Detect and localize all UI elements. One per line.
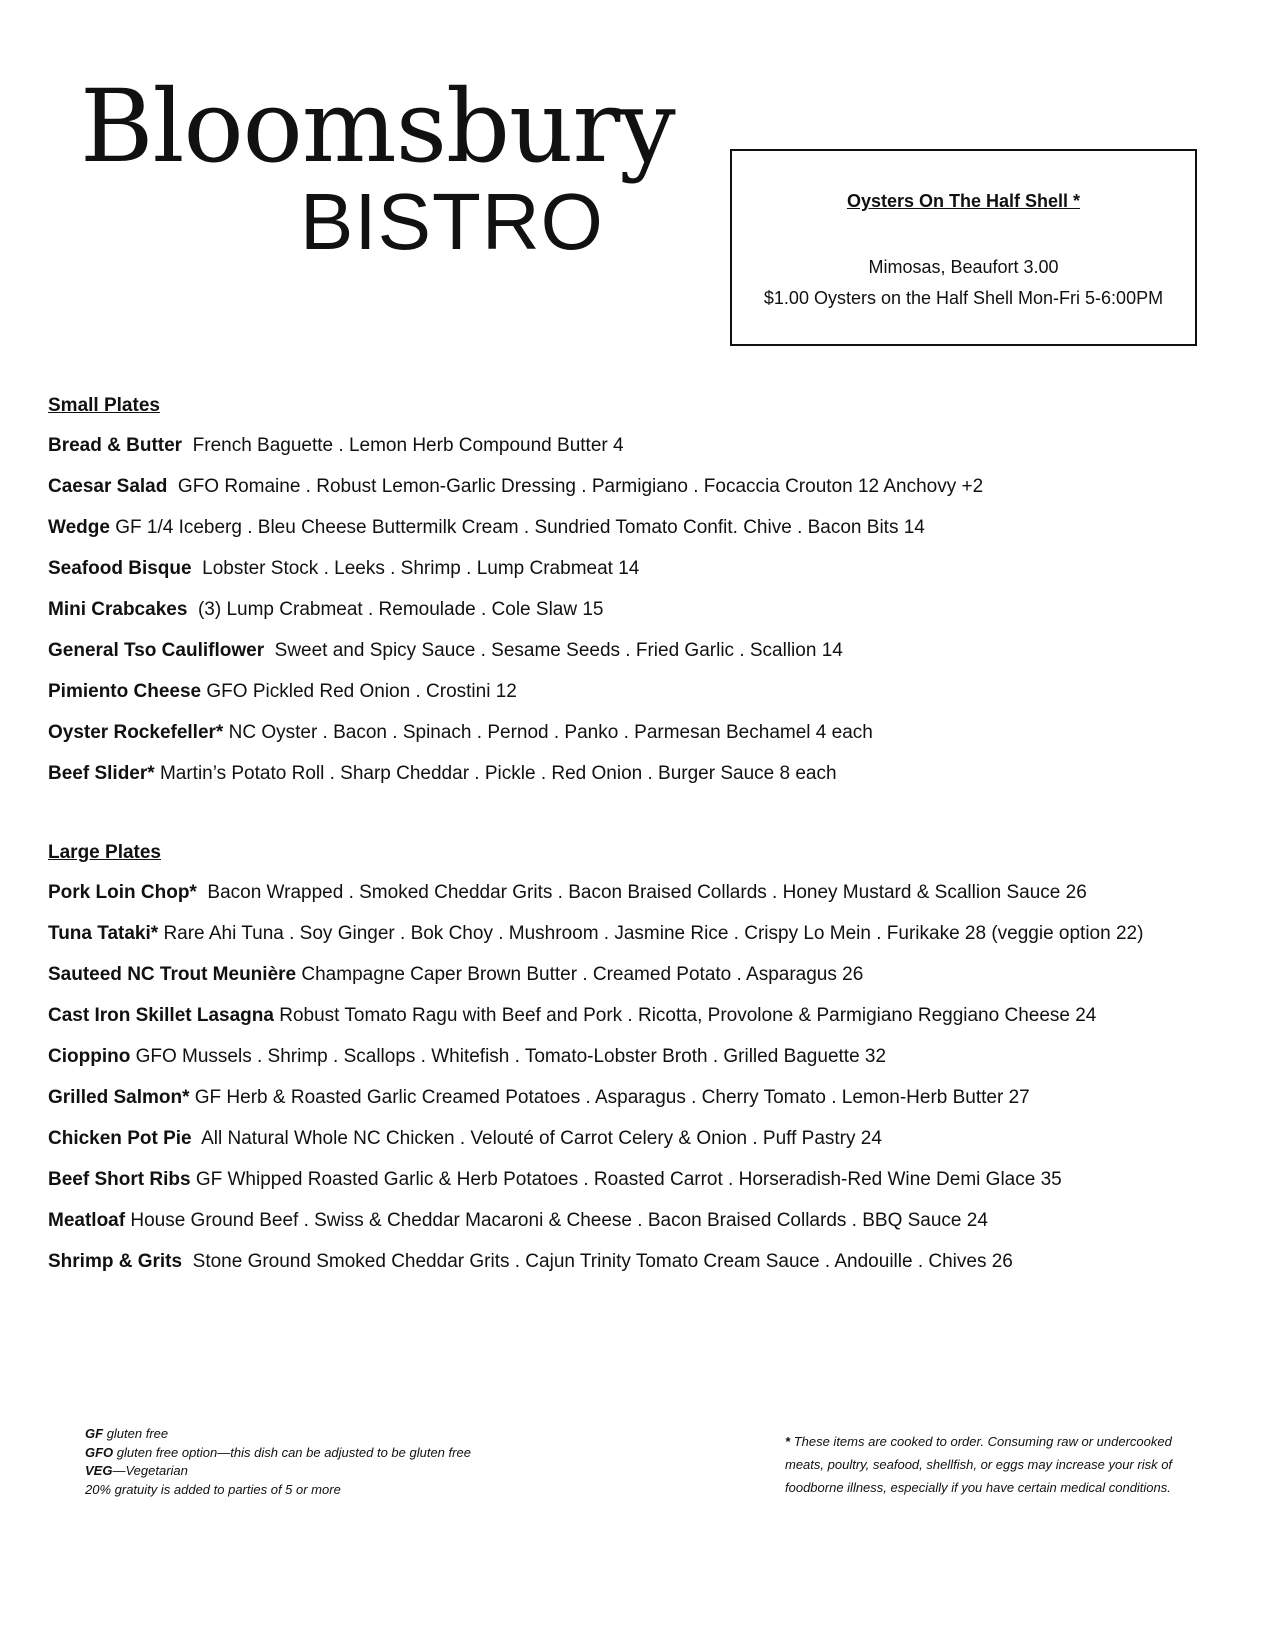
item-name: Cast Iron Skillet Lasagna xyxy=(48,1005,274,1026)
legend-label: GFO xyxy=(85,1444,114,1460)
section-title: Small Plates xyxy=(48,395,160,416)
item-name: Seafood Bisque xyxy=(48,558,192,579)
logo-script-text: Bloomsbury xyxy=(80,68,675,185)
menu-item xyxy=(48,1127,1228,1151)
menu-item xyxy=(48,721,1228,745)
item-desc: Sweet and Spicy Sauce . Sesame Seeds . Fried Garlic . Scallion 14 xyxy=(274,640,843,661)
large-plates-section xyxy=(48,841,1228,1274)
bistro-logo xyxy=(80,68,680,266)
item-desc: Robust Tomato Ragu with Beef and Pork . Ricotta, Provolone & Parmigiano Reggiano Cheese 24 xyxy=(279,1005,1097,1026)
dietary-legend xyxy=(85,1425,471,1499)
section-title: Large Plates xyxy=(48,842,161,863)
item-name: General Tso Cauliflower xyxy=(48,640,265,661)
menu-item xyxy=(48,762,1228,786)
small-plates-section xyxy=(48,394,1228,786)
promo-box xyxy=(730,149,1197,346)
item-desc: Lobster Stock . Leeks . Shrimp . Lump Crabmeat 14 xyxy=(202,558,640,579)
menu-item xyxy=(48,680,1228,704)
logo-sub-text: BISTRO xyxy=(300,177,604,266)
item-desc: Rare Ahi Tuna . Soy Ginger . Bok Choy . Mushroom . Jasmine Rice . Crispy Lo Mein . Furikake 28 (veggie option 22) xyxy=(163,923,1144,944)
item-name: Sauteed NC Trout Meunière xyxy=(48,964,297,985)
item-desc: Bacon Wrapped . Smoked Cheddar Grits . Bacon Braised Collards . Honey Mustard & Scallion Sauce 26 xyxy=(207,882,1087,903)
menu-item xyxy=(48,557,1228,581)
item-desc: Champagne Caper Brown Butter . Creamed Potato . Asparagus 26 xyxy=(301,964,864,985)
item-desc: Martin’s Potato Roll . Sharp Cheddar . Pickle . Red Onion . Burger Sauce 8 each xyxy=(159,763,837,784)
menu-item xyxy=(48,1209,1228,1233)
item-name: Cioppino xyxy=(48,1046,131,1067)
item-name: Grilled Salmon* xyxy=(48,1087,190,1108)
legend-gf xyxy=(85,1425,471,1444)
item-name: Shrimp & Grits xyxy=(48,1251,183,1272)
legend-label: GF xyxy=(85,1426,104,1441)
food-safety-warning xyxy=(785,1430,1205,1499)
menu-item xyxy=(48,434,1228,458)
item-name: Beef Slider* xyxy=(48,763,155,784)
legend-text: gluten free xyxy=(106,1426,169,1441)
item-name: Tuna Tataki* xyxy=(48,923,159,944)
item-name: Oyster Rockefeller* xyxy=(48,722,224,743)
item-desc: GFO Pickled Red Onion . Crostini 12 xyxy=(206,681,517,702)
promo-line-oysters: $1.00 Oysters on the Half Shell Mon-Fri 5-6:00PM xyxy=(763,288,1164,308)
promo-line-mimosas: Mimosas, Beaufort 3.00 xyxy=(868,257,1059,277)
item-name: Meatloaf xyxy=(48,1210,126,1231)
menu-item xyxy=(48,922,1228,946)
menu-item xyxy=(48,1250,1228,1274)
item-desc: Stone Ground Smoked Cheddar Grits . Cajun Trinity Tomato Cream Sauce . Andouille . Chives 26 xyxy=(192,1251,1013,1272)
item-desc: NC Oyster . Bacon . Spinach . Pernod . Panko . Parmesan Bechamel 4 each xyxy=(228,722,873,743)
item-desc: House Ground Beef . Swiss & Cheddar Macaroni & Cheese . Bacon Braised Collards . BBQ Sauce 24 xyxy=(130,1210,988,1231)
warning-text: These items are cooked to order. Consuming raw or undercooked meats, poultry, seafood, shellfish, or eggs may increase your risk of foodborne illness, especially if you have certain medical conditions. xyxy=(785,1434,1173,1495)
legend-text: gluten free option—this dish can be adjusted to be gluten free xyxy=(116,1444,471,1460)
menu-item xyxy=(48,516,1228,540)
menu-item xyxy=(48,639,1228,663)
gratuity-note: 20% gratuity is added to parties of 5 or more xyxy=(85,1481,341,1497)
menu-item xyxy=(48,475,1228,499)
menu-item xyxy=(48,881,1228,905)
item-desc: French Baguette . Lemon Herb Compound Butter 4 xyxy=(192,435,624,456)
item-desc: GF Whipped Roasted Garlic & Herb Potatoes . Roasted Carrot . Horseradish-Red Wine Demi Glace 35 xyxy=(195,1169,1062,1190)
legend-text: —Vegetarian xyxy=(112,1463,188,1478)
item-name: Bread & Butter xyxy=(48,435,183,456)
item-name: Mini Crabcakes xyxy=(48,599,188,620)
item-desc: (3) Lump Crabmeat . Remoulade . Cole Slaw 15 xyxy=(197,599,604,620)
legend-veg xyxy=(85,1462,471,1481)
menu-item xyxy=(48,1168,1228,1192)
item-desc: All Natural Whole NC Chicken . Velouté of Carrot Celery & Onion . Puff Pastry 24 xyxy=(201,1128,882,1149)
promo-title: Oysters On The Half Shell * xyxy=(846,191,1081,211)
item-desc: GFO Romaine . Robust Lemon-Garlic Dressing . Parmigiano . Focaccia Crouton 12 Anchovy +2 xyxy=(177,476,984,497)
item-desc: GF Herb & Roasted Garlic Creamed Potatoes . Asparagus . Cherry Tomato . Lemon-Herb Butter 27 xyxy=(194,1087,1030,1108)
item-desc: GF 1/4 Iceberg . Bleu Cheese Buttermilk Cream . Sundried Tomato Confit. Chive . Bacon Bits 14 xyxy=(115,517,925,538)
item-desc: GFO Mussels . Shrimp . Scallops . Whitefish . Tomato-Lobster Broth . Grilled Baguette 32 xyxy=(135,1046,887,1067)
menu-item xyxy=(48,1086,1228,1110)
item-name: Caesar Salad xyxy=(48,476,168,497)
menu-item xyxy=(48,598,1228,622)
item-name: Pimiento Cheese xyxy=(48,681,202,702)
legend-gfo xyxy=(85,1444,471,1463)
warning-star: * xyxy=(785,1434,791,1449)
menu-item xyxy=(48,963,1228,987)
item-name: Wedge xyxy=(48,517,110,538)
menu-item xyxy=(48,1004,1228,1028)
item-name: Pork Loin Chop* xyxy=(48,882,197,903)
legend-label: VEG xyxy=(85,1463,113,1478)
menu-item xyxy=(48,1045,1228,1069)
item-name: Chicken Pot Pie xyxy=(48,1128,192,1149)
item-name: Beef Short Ribs xyxy=(48,1169,191,1190)
